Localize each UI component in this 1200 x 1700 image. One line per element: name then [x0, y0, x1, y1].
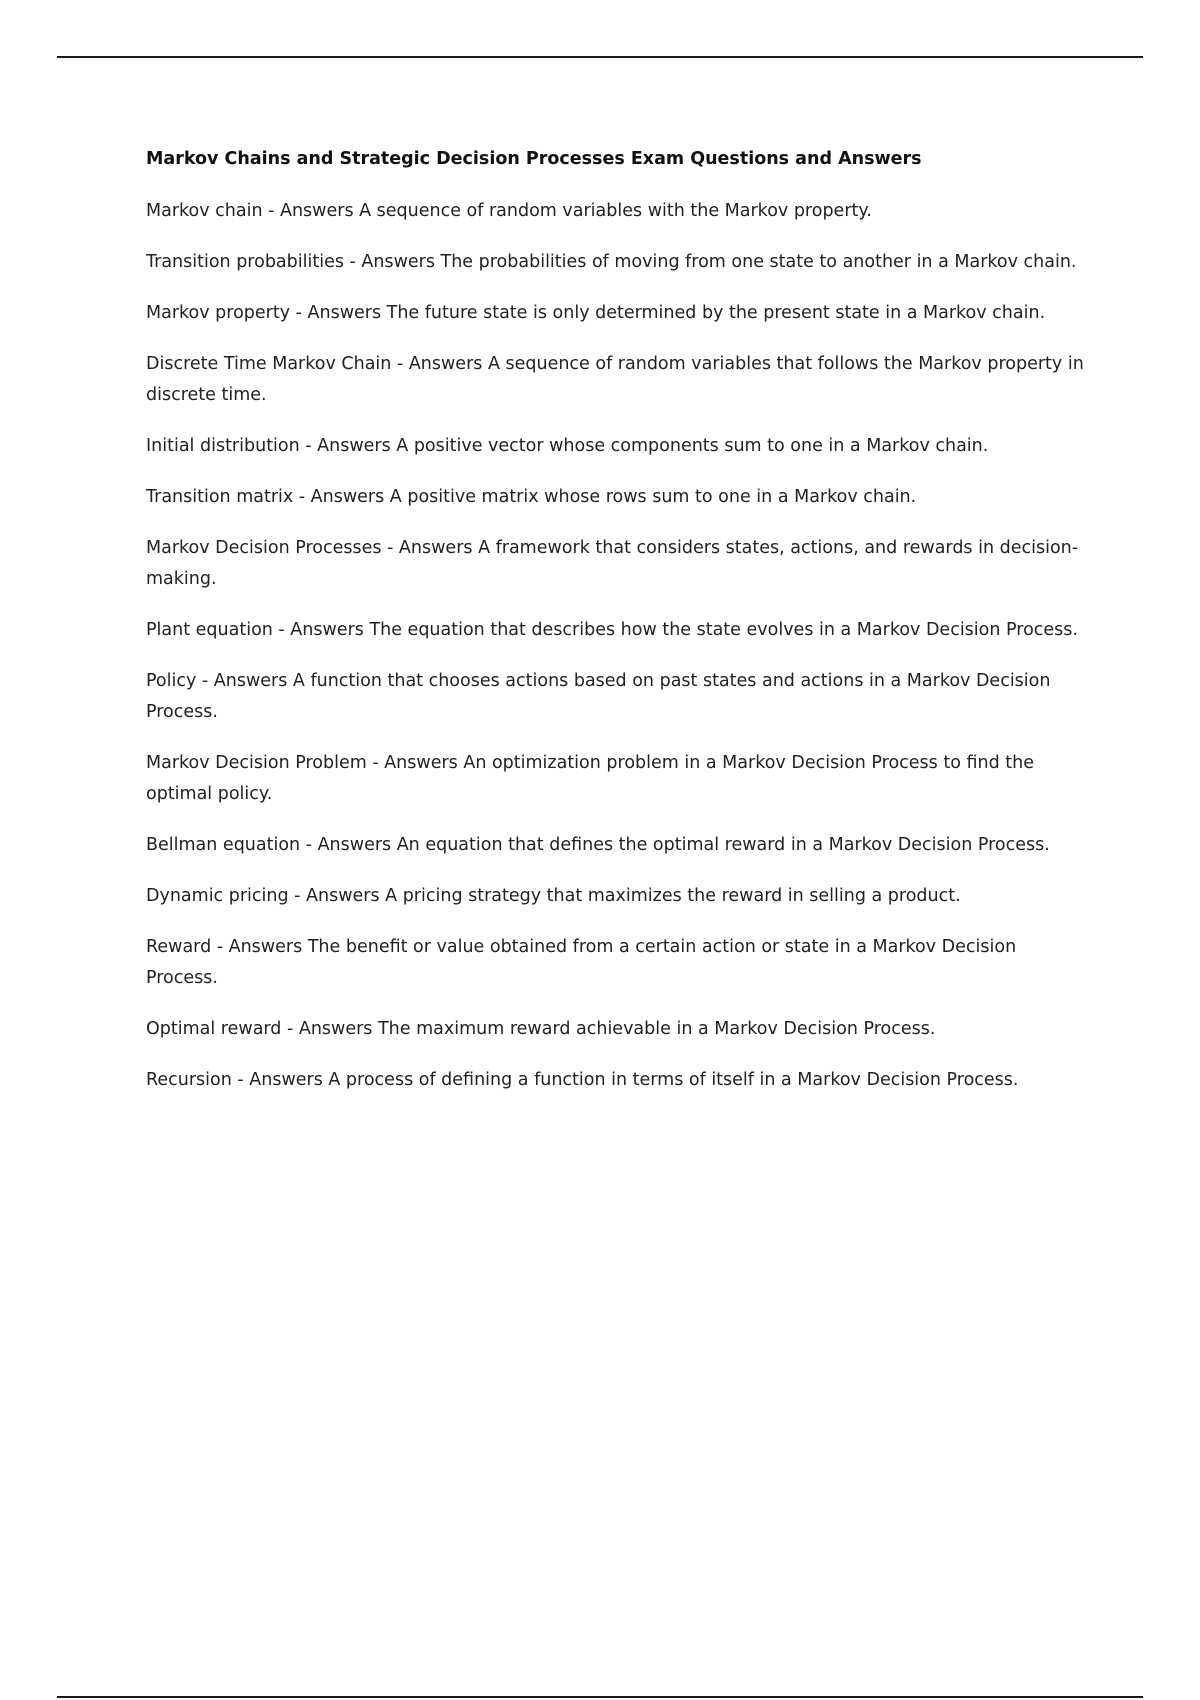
qa-item: Recursion - Answers A process of defining a function in terms of itself in a Markov Decision Process. — [146, 1070, 1019, 1090]
qa-item: Markov property - Answers The future state is only determined by the present state in a Markov chain. — [146, 303, 1046, 323]
header-rule — [57, 56, 1143, 58]
qa-item: Optimal reward - Answers The maximum reward achievable in a Markov Decision Process. — [146, 1019, 936, 1039]
qa-item: Reward - Answers The benefit or value obtained from a certain action or state in a Markov Decision Process. — [146, 937, 1017, 988]
qa-item: Initial distribution - Answers A positive vector whose components sum to one in a Markov chain. — [146, 436, 989, 456]
document-title: Markov Chains and Strategic Decision Processes Exam Questions and Answers — [146, 149, 922, 169]
qa-list — [146, 196, 1086, 1096]
qa-item: Bellman equation - Answers An equation that defines the optimal reward in a Markov Decision Process. — [146, 835, 1050, 855]
qa-item: Markov Decision Problem - Answers An optimization problem in a Markov Decision Process to find the optimal policy. — [146, 753, 1034, 804]
qa-item: Dynamic pricing - Answers A pricing strategy that maximizes the reward in selling a product. — [146, 886, 961, 906]
qa-item: Policy - Answers A function that chooses actions based on past states and actions in a Markov Decision Process. — [146, 671, 1051, 722]
qa-item: Markov chain - Answers A sequence of random variables with the Markov property. — [146, 201, 872, 221]
qa-item: Discrete Time Markov Chain - Answers A sequence of random variables that follows the Markov property in discrete time. — [146, 354, 1084, 405]
qa-item: Plant equation - Answers The equation that describes how the state evolves in a Markov Decision Process. — [146, 620, 1078, 640]
qa-item: Transition probabilities - Answers The probabilities of moving from one state to another in a Markov chain. — [146, 252, 1077, 272]
qa-item: Transition matrix - Answers A positive matrix whose rows sum to one in a Markov chain. — [146, 487, 917, 507]
document-body — [146, 146, 1086, 1116]
qa-item: Markov Decision Processes - Answers A framework that considers states, actions, and rewards in decision-making. — [146, 538, 1079, 589]
footer-rule — [57, 1696, 1143, 1698]
